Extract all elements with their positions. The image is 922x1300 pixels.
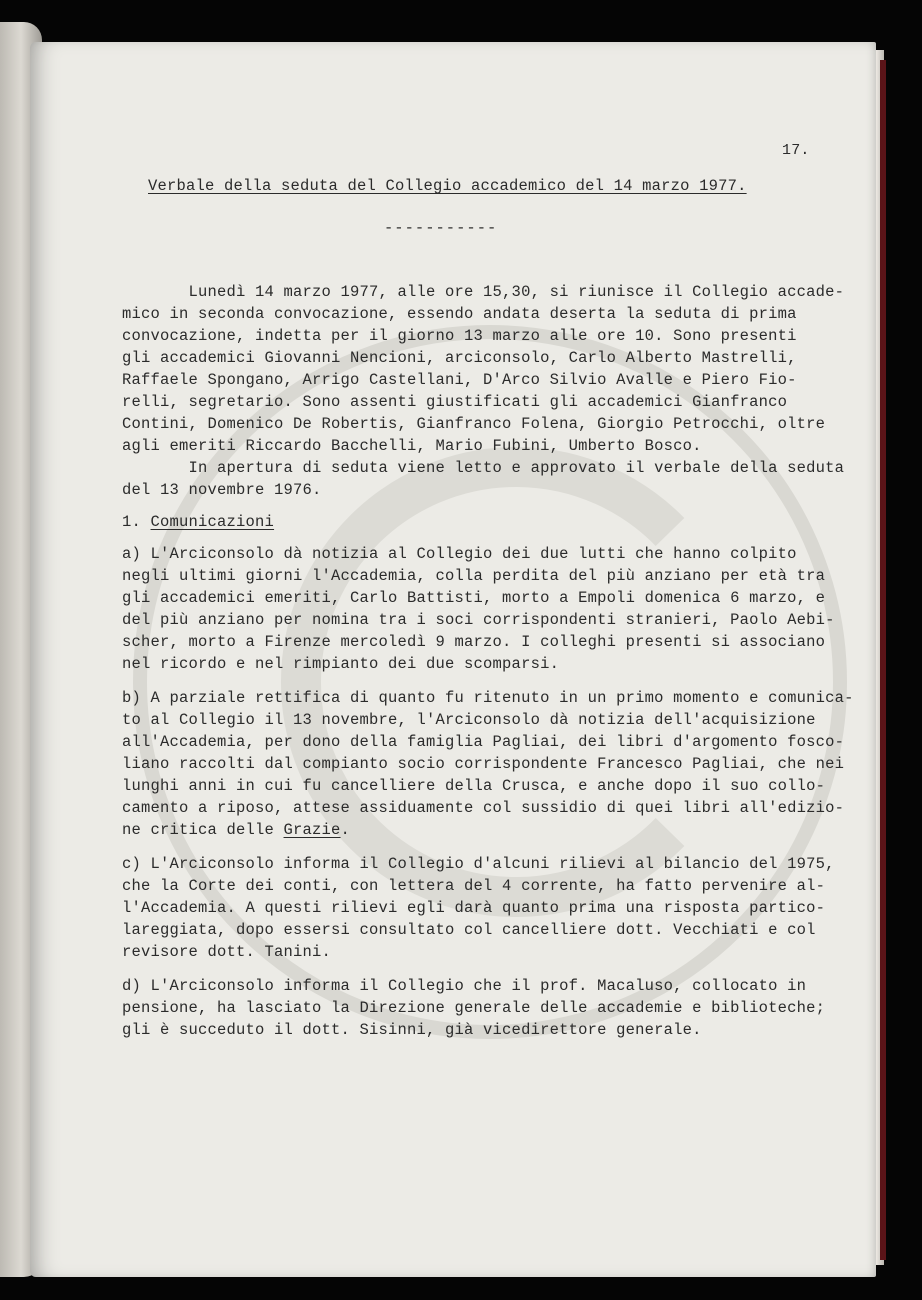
- intro-line: Raffaele Spongano, Arrigo Castellani, D'Arco Silvio Avalle e Piero Fio-: [122, 371, 797, 389]
- item-c-line: che la Corte dei conti, con lettera del 4 corrente, ha fatto pervenire al-: [122, 877, 826, 895]
- item-a-line: nel ricordo e nel rimpianto dei due scomparsi.: [122, 655, 560, 673]
- section-title: Comunicazioni: [150, 513, 275, 531]
- item-a-line: negli ultimi giorni l'Accademia, colla perdita del più anziano per età tra: [122, 567, 826, 585]
- book-cover-edge: [880, 60, 886, 1260]
- intro-line: del 13 novembre 1976.: [122, 481, 322, 499]
- item-d-line: pensione, ha lasciato la Direzione generale delle accademie e biblioteche;: [122, 999, 826, 1017]
- intro-line: mico in seconda convocazione, essendo andata deserta la seduta di prima: [122, 305, 797, 323]
- intro-line: Lunedì 14 marzo 1977, alle ore 15,30, si riunisce il Collegio accade-: [122, 283, 845, 301]
- item-c-line: l'Accademia. A questi rilievi egli darà quanto prima una risposta partico-: [122, 899, 826, 917]
- document-title: Verbale della seduta del Collegio accademico del 14 marzo 1977.: [148, 177, 747, 195]
- document-page: [30, 42, 876, 1277]
- item-b-line: b) A parziale rettifica di quanto fu ritenuto in un primo momento e comunica-: [122, 689, 854, 707]
- intro-line: convocazione, indetta per il giorno 13 marzo alle ore 10. Sono presenti: [122, 327, 797, 345]
- item-b-line: lunghi anni in cui fu cancelliere della Crusca, e anche dopo il suo collo-: [122, 777, 826, 795]
- item-d-line: gli è succeduto il dott. Sisinni, già vicedirettore generale.: [122, 1021, 702, 1039]
- item-b-last-text: ne critica delle: [122, 821, 284, 839]
- item-a-line: scher, morto a Firenze mercoledì 9 marzo. I colleghi presenti si associano: [122, 633, 826, 651]
- intro-line: In apertura di seduta viene letto e approvato il verbale della seduta: [122, 459, 845, 477]
- item-c-line: revisore dott. Tanini.: [122, 943, 332, 961]
- intro-line: Contini, Domenico De Robertis, Gianfranco Folena, Giorgio Petrocchi, oltre: [122, 415, 826, 433]
- item-b-line: liano raccolti dal compianto socio corrispondente Francesco Pagliai, che nei: [122, 755, 845, 773]
- page-number: 17.: [782, 142, 810, 159]
- work-title-grazie: Grazie: [283, 821, 341, 839]
- intro-line: relli, segretario. Sono assenti giustificati gli accademici Gianfranco: [122, 393, 788, 411]
- item-c-line: lareggiata, dopo essersi consultato col cancelliere dott. Vecchiati e col: [122, 921, 816, 939]
- section-number: 1.: [122, 513, 142, 531]
- item-c-line: c) L'Arciconsolo informa il Collegio d'alcuni rilievi al bilancio del 1975,: [122, 855, 835, 873]
- item-b-line: to al Collegio il 13 novembre, l'Arciconsolo dà notizia dell'acquisizione: [122, 711, 816, 729]
- item-b-line: [122, 820, 350, 842]
- intro-line: gli accademici Giovanni Nencioni, arciconsolo, Carlo Alberto Mastrelli,: [122, 349, 797, 367]
- title-separator: -----------: [384, 219, 498, 237]
- item-a-line: gli accademici emeriti, Carlo Battisti, morto a Empoli domenica 6 marzo, e: [122, 589, 826, 607]
- section-heading: [122, 512, 274, 534]
- item-d-line: d) L'Arciconsolo informa il Collegio che il prof. Macaluso, collocato in: [122, 977, 807, 995]
- intro-line: agli emeriti Riccardo Bacchelli, Mario Fubini, Umberto Bosco.: [122, 437, 702, 455]
- item-a-line: del più anziano per nomina tra i soci corrispondenti stranieri, Paolo Aebi-: [122, 611, 835, 629]
- item-b-last-punct: .: [340, 821, 351, 839]
- item-b-line: camento a riposo, attese assiduamente col sussidio di quei libri all'edizio-: [122, 799, 845, 817]
- item-a-line: a) L'Arciconsolo dà notizia al Collegio dei due lutti che hanno colpito: [122, 545, 797, 563]
- item-b-line: all'Accademia, per dono della famiglia Pagliai, dei libri d'argomento fosco-: [122, 733, 845, 751]
